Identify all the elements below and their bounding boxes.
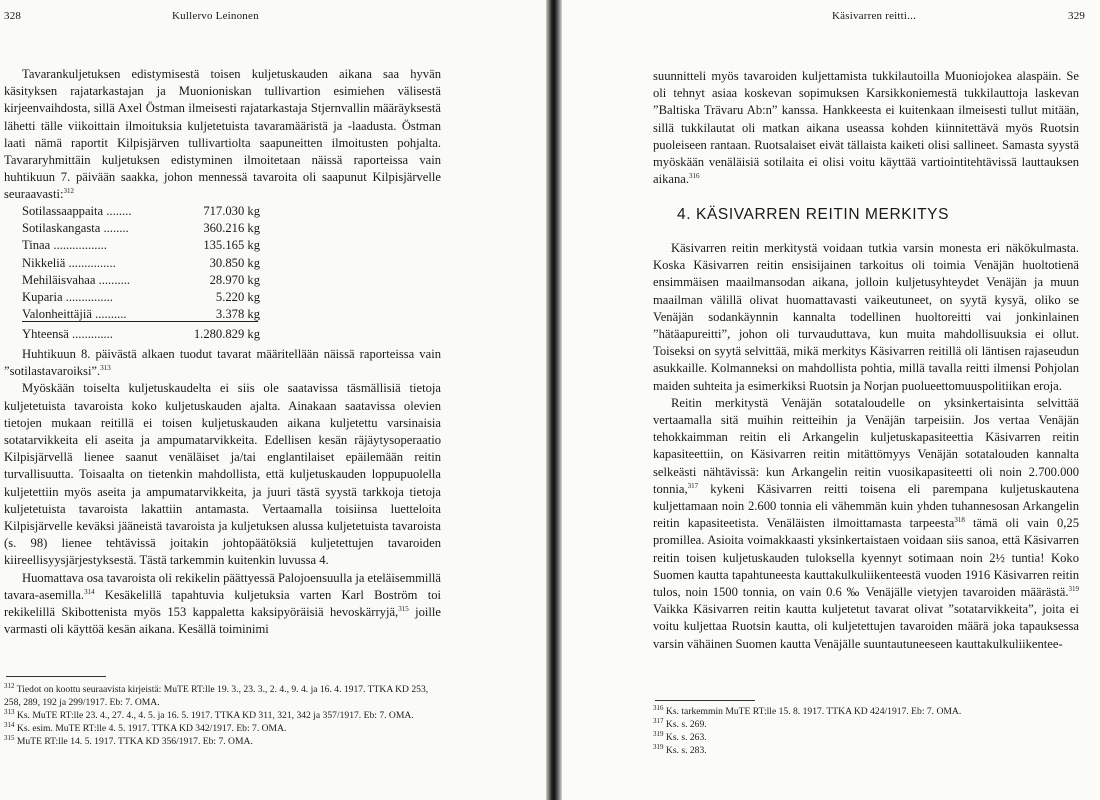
left-intro-block xyxy=(4,66,441,204)
table-row: Tinaa ................. 135.165 kg xyxy=(22,238,260,253)
table-row: Kuparia ............... 5.220 kg xyxy=(22,289,260,304)
left-footnotes xyxy=(4,683,441,748)
footnote-ref: 316 xyxy=(689,172,700,181)
left-body-block xyxy=(4,346,441,638)
footnote-ref: 312 xyxy=(63,187,74,196)
footnote-rule-left xyxy=(6,676,106,677)
goods-table xyxy=(22,203,260,344)
footnote: $^{313}$ Ks. MuTE RT:lle 23. 4., 27. 4., 4. 5. ja 16. 5. 1917. TTKA KD 311, 321, 342 ja 357/1917. Eb: 7. OMA. xyxy=(4,707,414,721)
footnote-ref: 318 xyxy=(954,516,965,525)
running-head-left: Kullervo Leinonen xyxy=(172,10,259,22)
paragraph: Huhtikuun 8. päivästä alkaen tuodut tavarat määritellään näissä raporteissa vain ”sotilastavaroiksi”.$^{313}$ xyxy=(4,347,441,379)
table-sum-rule xyxy=(22,321,258,322)
paragraph: Huomattava osa tavaroista oli rekikelin päättyessä Palojoensuulla ja eteläisemmillä tavara-asemilla.$^{314}$ Kesäkelillä tapahtuvia kuljetuksia varten Karl Boström toi rekikelillä Skibottenista myös 153 kappaletta kaksipyöräisiä hevoskärryjä,$^{315}$ joille varmasti oli käyttöä kesän aikana. Kesällä toiminimi xyxy=(4,570,442,637)
table-row: Mehiläisvahaa .......... 28.970 kg xyxy=(22,272,260,287)
page-number-left: 328 xyxy=(4,10,22,22)
footnote: $^{315}$ MuTE RT:lle 14. 5. 1917. TTKA KD 356/1917. Eb: 7. OMA. xyxy=(4,733,253,747)
footnote: $^{317}$ Ks. s. 269. xyxy=(653,716,707,730)
table-row: Nikkeliä ............... 30.850 kg xyxy=(22,255,260,270)
footnote-ref: 313 xyxy=(100,364,111,373)
right-body-block xyxy=(653,240,1079,653)
section-heading: 4. KÄSIVARREN REITIN MERKITYS xyxy=(677,206,950,223)
footnote-ref: 314 xyxy=(84,587,95,596)
paragraph: Myöskään toiselta kuljetuskaudelta ei siis ole saatavissa täsmällisiä tietoja kuljetetuista tavaroista koko kuljetuskauden ajalta. Ainakaan saatavissa olevien tietojen mukaan reitillä ei toisen kuljetuskauden aikana kuljetettu varsinaisia sotatarvikkeita eli aseita ja ampumatarvikkeita. Edellisen kesän räjäytysoperaatio Kilpisjärvellä lienee saanut venäläiset ja/tai englantilaiset epäilemään reitin turvallisuutta. Toisaalta on tietenkin mahdollista, että kuljetuskauden loppupuolella kuljetettiin myös aseita ja ampumatarvikkeita, ja juuri tästä syystä tarkkoja tietoja kuljetetuista tavaroista lakattiin antamasta. Vertaamalla toisiinsa luetteloita Kilpisjärvelle keväksi jääneistä tavaroista ja kuljetuksen alussa kuljetetuista tavaroista (s. 98) lienee tehtävissä joitakin johtopäätöksiä kuljetettujen tavaroiden kiireellisyysjärjestyksestä. Tästä tarkemmin kuitenkin luvussa 4. xyxy=(4,381,441,568)
page-number-right: 329 xyxy=(1068,10,1086,22)
footnote: $^{312}$ Tiedot on koottu seuraavista kirjeistä: MuTE RT:lle 19. 3., 23. 3., 2. 4., 9. 4. ja 16. 4. 1917. TTKA KD 253, 258, 289, 192 ja 299/1917. Eb: 7. OMA. xyxy=(4,681,429,708)
paragraph: suunnitteli myös tavaroiden kuljettamista tukkilautoilla Muoniojokea alaspäin. Se oli tehnyt asiaa koskevan sopimuksen Karsikkoniemestä tukkilauttoja laskevan ”Baltiska Trävaru Ab:n” kanssa. Hankkeesta ei kuitenkaan ilmeisesti tullut mitään, sillä tukkilautat oli matkan aikana useassa kohden kiinnitettävä myös Ruotsin puoleiseen rantaan. Ruotsalaiset eivät tällaista kaiketi olisi sallineet. Samasta syystä myöskään venäläisiä sotilaita ei olisi voitu käyttää vartiointitehtävissä lauttauksen aikana.$^{316}$ xyxy=(653,69,1079,187)
running-head-right: Käsivarren reitti... xyxy=(832,10,917,22)
footnote: $^{319}$ Ks. s. 263. xyxy=(653,729,707,743)
book-gutter xyxy=(546,0,562,800)
footnote-ref: 319 xyxy=(1068,584,1079,593)
footnote: $^{314}$ Ks. esim. MuTE RT:lle 4. 5. 1917. TTKA KD 342/1917. Eb: 7. OMA. xyxy=(4,720,287,734)
footnote: $^{319}$ Ks. s. 283. xyxy=(653,742,707,756)
table-row: Valonheittäjiä .......... 3.378 kg xyxy=(22,307,260,322)
footnote-ref: 317 xyxy=(687,481,699,490)
footnote: $^{316}$ Ks. tarkemmin MuTE RT:lle 15. 8. 1917. TTKA KD 424/1917. Eb: 7. OMA. xyxy=(653,703,962,717)
footnote-ref: 315 xyxy=(398,604,409,613)
table-total-row: Yhteensä ............. 1.280.829 kg xyxy=(22,327,260,342)
table-row: Sotilassaappaita ........ 717.030 kg xyxy=(22,204,260,218)
footnote-rule-right xyxy=(655,700,755,701)
table-row: Sotilaskangasta ........ 360.216 kg xyxy=(22,221,260,236)
right-footnotes xyxy=(653,705,1079,757)
intro-paragraph: Tavarankuljetuksen edistymisestä toisen kuljetuskauden aikana saa hyvän käsityksen rajatarkastajan ja Muonioniskan tullivartion esimiehen välisestä kirjeenvaihdosta, sillä Axel Östman ilmeisesti rajatarkastaja Stjernvallin määräyksestä lähetti tälle viikoittain ilmoituksia kuljetetuista tavaramääristä ja -laadusta. Östman laati nämä raportit Kilpisjärven tullivartiolta saapuneitten ilmoitusten pohjalta. Tavararyhmittäin kuljetuksen edistyminen ilmoitetaan näissä raporteissa vain huhtikuun 7. päivään saakka, johon mennessä tavaroita oli saapunut Kilpisjärvelle seuraavasti:$^{312}$ xyxy=(4,67,441,202)
paragraph: Käsivarren reitin merkitystä voidaan tutkia varsin monesta eri näkökulmasta. Koska Käsivarren reitin ensisijainen tarkoitus oli toimia Venäjän huoltotienä ensimmäisen maailmansodan aikana, jolloin kuljetusyhteydet Venäjän ja muun maailman välillä olivat huomattavasti vaikeutuneet, on syytä kysyä, oliko se Venäjän sodankäynnin kannalta todellinen huoltoreitti vai jonkinlainen ”hätäapureitti”, johon oli turvauduttava, kun muita mahdollisuuksia ei ollut. Toiseksi on syytä selvittää, mikä merkitys Käsivarren reitillä oli läntisen rajaseudun asukkaille. Kolmanneksi on mahdollista pohtia, millä tavalla reitti ilmensi Pohjolan maiden suhteita ja esimerkiksi Ruotsin ja Norjan puolueettomuuspolitiikan eroja. xyxy=(653,241,1079,393)
right-top-block xyxy=(653,68,1079,188)
paragraph: Reitin merkitystä Venäjän sotataloudelle on yksinkertaisinta selvittää vertaamalla sitä muihin reitteihin ja Venäjän tarpeisiin. Jos vertaa Venäjän tehokkaimman reitin eli Arkangelin kuljetuskapasiteettia Käsivarren reitin kapasiteettiin, on Käsivarren reitin mitättömyys Venäjän sotatalouden kannalta selkeästi nähtävissä: kun Arkangelin reitin vuosikapasiteetti oli noin 2.700.000 tonnia,$^{317}$ kykeni Käsivarren reitti toisena eli parempana kuljetuskautena kuljettamaan noin 2.600 tonnia eli vähemmän kuin yhden tuhannesosan Arkangelin reitin kapasiteetista. Venäläisten ilmoittamasta tarpeesta$^{318}$ tämä oli vain 0,25 promillea. Asioita voimakkaasti yksinkertaistaen voidaan siis sanoa, että Käsivarren reitin toisen kuljetuskauden tuloksella kyennyt sotimaan noin 2½ tuntia! Koko Suomen kautta tapahtuneesta kauttakulkuliikenteestä vuoden 1916 Käsivarren reitin tulos, noin 1500 tonnia, on vain 0.6 ‰ Venäjälle vietyjen tavaroiden määrästä.$^{319}$ Vaikka Käsivarren reitin kautta kuljetetut tavarat olivat ”sotatarvikkeita”, joita ei voitu kuljettaa Ruotsin kautta, oli kuljetettujen tavaroiden määrä joka tapauksessa varsin vähäinen Suomen kautta Venäjälle suuntautuneeseen kauttakulkuliikentee- xyxy=(653,395,1079,651)
